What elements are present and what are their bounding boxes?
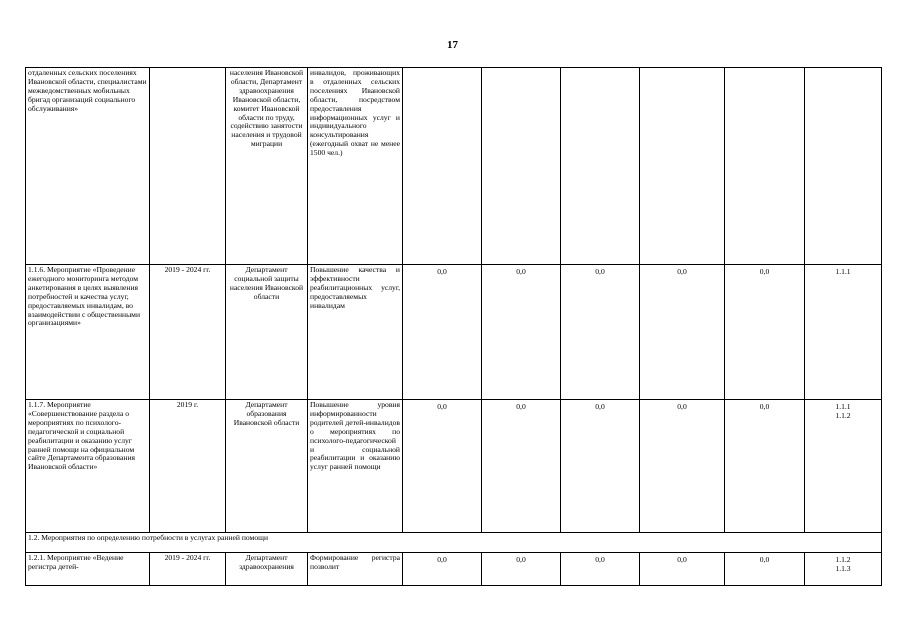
measure-executor: населения Ивановской области, Департамент здравоохранения Ивановской области, комитет Ивановской области по труду, содействию занятости населения и трудовой миграции — [226, 68, 308, 265]
indicator-codes — [805, 68, 882, 265]
funding-cell: 0,0 — [561, 553, 640, 586]
table-row — [26, 68, 882, 265]
funding-cell — [482, 68, 561, 265]
indicator-code: 1.1.2 — [835, 410, 851, 420]
indicator-codes — [805, 265, 882, 400]
funding-cell: 0,0 — [640, 553, 725, 586]
table-row — [26, 265, 882, 400]
measure-period: 2019 г. — [150, 400, 226, 533]
measure-name: отдаленных сельских поселениях Ивановской области, специалистами межведомственных мобильных бригад организаций социального обслуживания» — [26, 68, 150, 265]
measure-name: 1.1.6. Мероприятие «Проведение ежегодного мониторинга методом анкетирования в целях выявления потребностей и качества услуг, предоставляемых инвалидам, во взаимодействии с общественными организациями» — [26, 265, 150, 400]
funding-cell: 0,0 — [640, 400, 725, 533]
measures-table — [25, 67, 882, 586]
funding-cell: 0,0 — [403, 400, 482, 533]
funding-cell: 0,0 — [403, 265, 482, 400]
funding-cell — [640, 68, 725, 265]
indicator-code: 1.1.1 — [835, 267, 851, 276]
funding-cell — [725, 68, 805, 265]
measure-period — [150, 68, 226, 265]
funding-cell — [403, 68, 482, 265]
funding-cell: 0,0 — [561, 400, 640, 533]
page-number: 17 — [447, 39, 458, 51]
measure-executor: Департамент социальной защиты населения Ивановской области — [226, 265, 308, 400]
measure-result: Формирование регистра позволит — [308, 553, 403, 586]
funding-cell: 0,0 — [403, 553, 482, 586]
measure-executor: Департамент образования Ивановской области — [226, 400, 308, 533]
indicator-codes — [805, 553, 882, 586]
measure-result: Повышение качества и эффективности реабилитационных услуг, предоставляемых инвалидам — [308, 265, 403, 400]
table-row — [26, 400, 882, 533]
measure-name: 1.1.7. Мероприятие «Совершенствование раздела о мероприятиях по психолого-педагогической и социальной реабилитации и оказанию услуг ранней помощи на официальном сайте Департамента образования Ивановской области» — [26, 400, 150, 533]
funding-cell: 0,0 — [725, 553, 805, 586]
funding-cell: 0,0 — [482, 400, 561, 533]
indicator-code: 1.1.3 — [835, 563, 851, 573]
measure-name: 1.2.1. Мероприятие «Ведение регистра детей- — [26, 553, 150, 586]
funding-cell: 0,0 — [482, 553, 561, 586]
table-row — [26, 553, 882, 586]
indicator-code: 1.1.2 — [835, 555, 851, 564]
funding-cell: 0,0 — [482, 265, 561, 400]
funding-cell: 0,0 — [640, 265, 725, 400]
section-title: 1.2. Мероприятия по определению потребности в услугах ранней помощи — [26, 533, 882, 553]
funding-cell — [561, 68, 640, 265]
measure-period: 2019 - 2024 гг. — [150, 553, 226, 586]
indicator-code: 1.1.1 — [835, 402, 851, 411]
funding-cell: 0,0 — [725, 400, 805, 533]
funding-cell: 0,0 — [561, 265, 640, 400]
indicator-codes — [805, 400, 882, 533]
measure-result: Повышение уровня информированности родителей детей-инвалидов о мероприятиях по психолого-педагогической и социальной реабилитации и оказанию услуг ранней помощи — [308, 400, 403, 533]
measure-result: инвалидов, проживающих в отдаленных сельских поселениях Ивановской области, посредством предоставления информационных услуг и индивидуального консультирования (ежегодный охват не менее 1500 чел.) — [308, 68, 403, 265]
measure-executor: Департамент здравоохранения — [226, 553, 308, 586]
measure-period: 2019 - 2024 гг. — [150, 265, 226, 400]
section-row — [26, 533, 882, 553]
funding-cell: 0,0 — [725, 265, 805, 400]
